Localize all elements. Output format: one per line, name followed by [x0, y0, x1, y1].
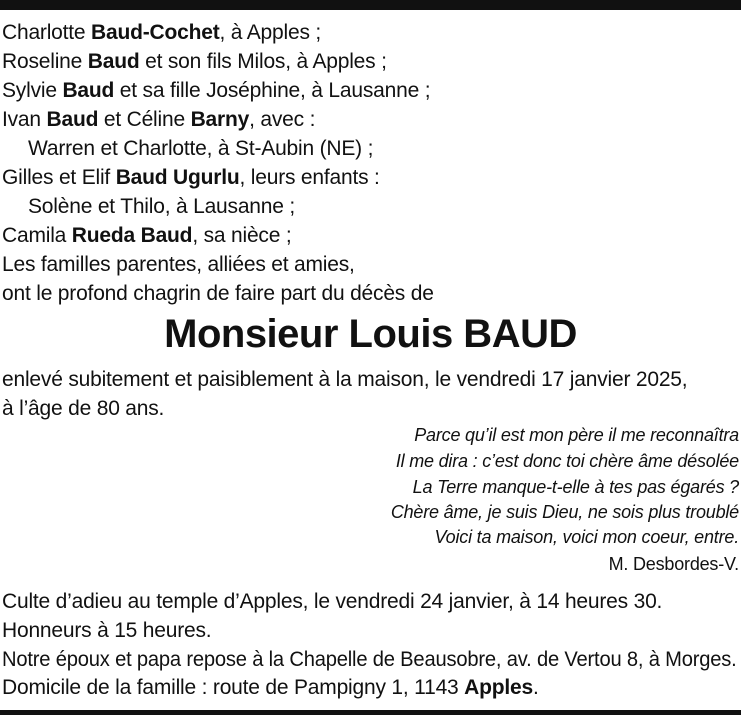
service-line: Honneurs à 15 heures.: [2, 619, 212, 642]
family-line: Warren et Charlotte, à St-Aubin (NE) ;: [28, 137, 374, 160]
family-line: Solène et Thilo, à Lausanne ;: [28, 195, 296, 218]
family-line: Ivan Baud et Céline Barny, avec :: [2, 108, 316, 131]
family-line: Gilles et Elif Baud Ugurlu, leurs enfants :: [2, 166, 380, 189]
deceased-name: Monsieur Louis BAUD: [164, 312, 577, 356]
poem-line: Parce qu’il est mon père il me reconnaîtra: [414, 425, 739, 445]
poem-author: M. Desbordes-V.: [608, 554, 739, 574]
poem-line: Chère âme, je suis Dieu, ne sois plus troublé: [390, 502, 739, 522]
circumstances-line: à l’âge de 80 ans.: [2, 397, 165, 420]
family-line: Les familles parentes, alliées et amies,: [2, 253, 355, 276]
poem-line: Voici ta maison, voici mon coeur, entre.: [434, 527, 739, 547]
service-line: Notre époux et papa repose à la Chapelle de Beausobre, av. de Vertou 8, à Morges.: [2, 648, 737, 671]
top-rule: [0, 0, 741, 10]
circumstances-line: enlevé subitement et paisiblement à la maison, le vendredi 17 janvier 2025,: [2, 368, 688, 391]
family-line: Roseline Baud et son fils Milos, à Apples ;: [2, 50, 387, 73]
family-line: ont le profond chagrin de faire part du décès de: [2, 282, 434, 305]
domicile-line: Domicile de la famille : route de Pampigny 1, 1143 Apples.: [2, 676, 539, 699]
poem-line: La Terre manque-t-elle à tes pas égarés ?: [412, 477, 739, 497]
service-line: Culte d’adieu au temple d’Apples, le vendredi 24 janvier, à 14 heures 30.: [2, 590, 663, 613]
poem-line: Il me dira : c’est donc toi chère âme désolée: [395, 451, 739, 471]
family-line: Sylvie Baud et sa fille Joséphine, à Lausanne ;: [2, 79, 431, 102]
bottom-rule: [0, 710, 741, 715]
family-line: Charlotte Baud-Cochet, à Apples ;: [2, 21, 322, 44]
family-line: Camila Rueda Baud, sa nièce ;: [2, 224, 292, 247]
